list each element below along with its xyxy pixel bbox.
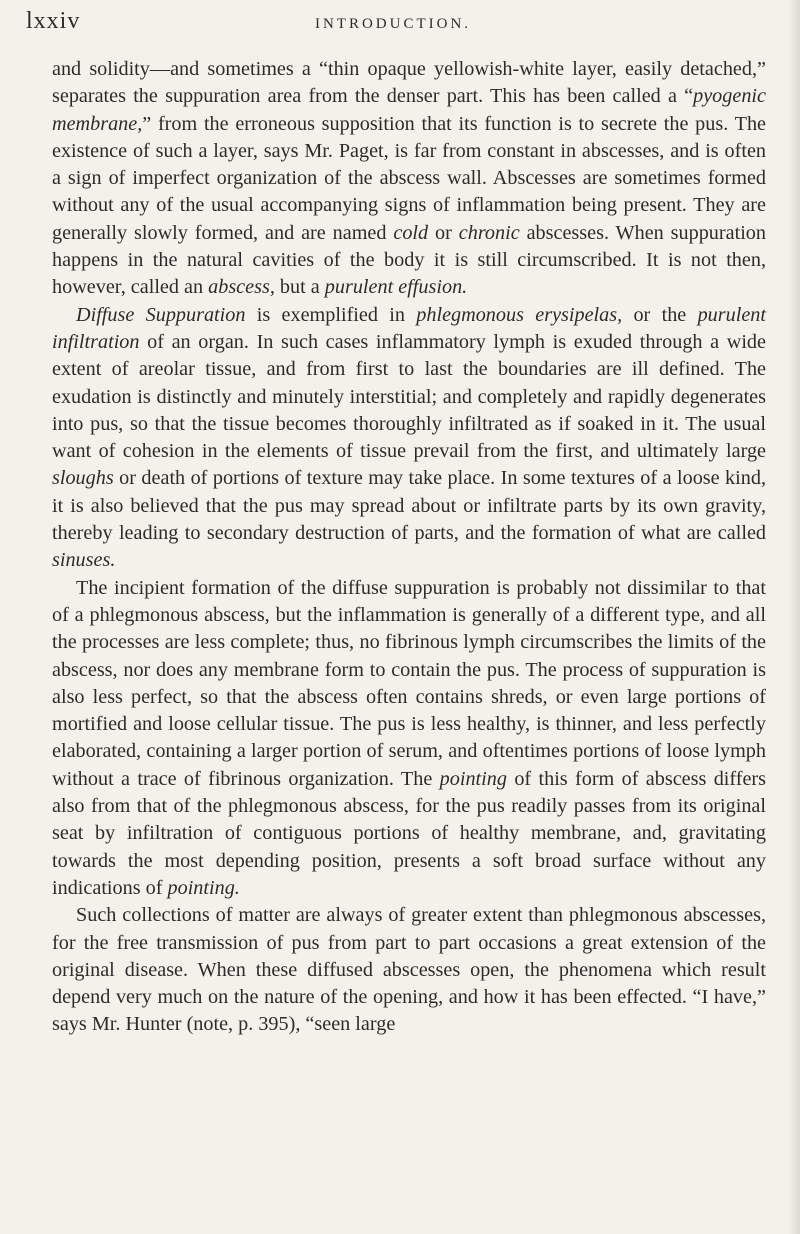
italic-text: cold	[393, 221, 429, 244]
italic-text: Diffuse Suppuration	[76, 303, 246, 326]
text-run: or death of portions of texture may take place. In some textures of a loose kind, it is also believed that the pus may spread about or infiltrate parts by its own gravity, thereby leading to secondary destruction of parts, and the formation of what are called	[52, 467, 766, 545]
italic-text: pointing.	[167, 876, 240, 899]
page-number: lxxiv	[26, 8, 81, 34]
text-run: or the	[622, 303, 698, 326]
page-edge-shadow	[788, 0, 800, 1234]
italic-text: pointing	[439, 767, 507, 790]
italic-text: purulent effusion.	[324, 276, 468, 299]
paragraph	[52, 575, 766, 903]
text-run: abscesses. When suppuration happens in the natural cavities of the body it is still circumscribed. It is not then, however, called an	[52, 221, 766, 299]
text-run: but a	[274, 276, 325, 299]
text-run: is exemplified in	[245, 303, 417, 326]
text-run: The incipient formation of the diffuse suppuration is probably not dissimilar to that of a phlegmonous abscess, but the inflammation is generally of a different type, and all the processes are less complete; thus, no fibrinous lymph circumscribes the limits of the abscess, nor does any membrane form to contain the pus. The process of suppuration is also less perfect, so that the abscess often contains shreds, or even large portions of mortified and loose cellular tissue. The pus is less healthy, is thinner, and less perfectly elaborated, containing a larger portion of serum, and oftentimes portions of loose lymph without a trace of fibrinous organization. The	[52, 576, 766, 790]
paragraph	[52, 902, 766, 1038]
italic-text: abscess,	[208, 276, 275, 299]
text-run: or	[428, 221, 459, 244]
italic-text: phlegmonous erysipelas,	[416, 303, 623, 326]
italic-text: sloughs	[52, 467, 114, 490]
italic-text: chronic	[458, 221, 520, 244]
page-header	[26, 8, 760, 44]
running-title: INTRODUCTION.	[314, 16, 472, 32]
text-run: Such collections of matter are always of greater extent than phlegmonous abscesses, for the free transmission of pus from part to part occasions a great extension of the original disease. When these diffused abscesses open, the phenomena which result depend very much on the nature of the opening, and how it has been effected. “I have,” says Mr. Hunter (note, p. 395), “seen large	[52, 904, 766, 1036]
italic-text: purulent infiltration	[52, 303, 766, 353]
text-run: ” from the erroneous supposition that its function is to secrete the pus. The existence of such a layer, says Mr. Paget, is far from constant in abscesses, and is often a sign of imperfect organization of the abscess wall. Abscesses are sometimes formed without any of the usual accompanying signs of inflammation being present. They are generally slowly formed, and are named	[52, 112, 766, 244]
text-run: of this form of abscess differs also from that of the phlegmonous abscess, for the pus readily passes from its original seat by infiltration of contiguous portions of healthy membrane, and, gravitating towards the most depending position, presents a soft broad surface without any indications of	[52, 767, 767, 899]
text-run: of an organ. In such cases inflammatory lymph is exuded through a wide extent of areolar tissue, and from first to last the boundaries are ill defined. The exudation is distinctly and minutely interstitial; and completely and rapidly degenerates into pus, so that the tissue becomes thoroughly infiltrated as if soaked in it. The usual want of cohesion in the elements of tissue prevail from the first, and ultimately large	[52, 330, 766, 463]
body-text	[52, 56, 766, 1039]
paragraph	[52, 302, 766, 575]
italic-text: pyogenic membrane,	[52, 85, 766, 135]
italic-text: sinuses.	[52, 549, 116, 572]
paragraph	[52, 56, 766, 302]
text-run: and solidity—and sometimes a “thin opaque yellowish-white layer, easily detached,” separates the suppuration area from the denser part. This has been called a “	[52, 58, 766, 108]
